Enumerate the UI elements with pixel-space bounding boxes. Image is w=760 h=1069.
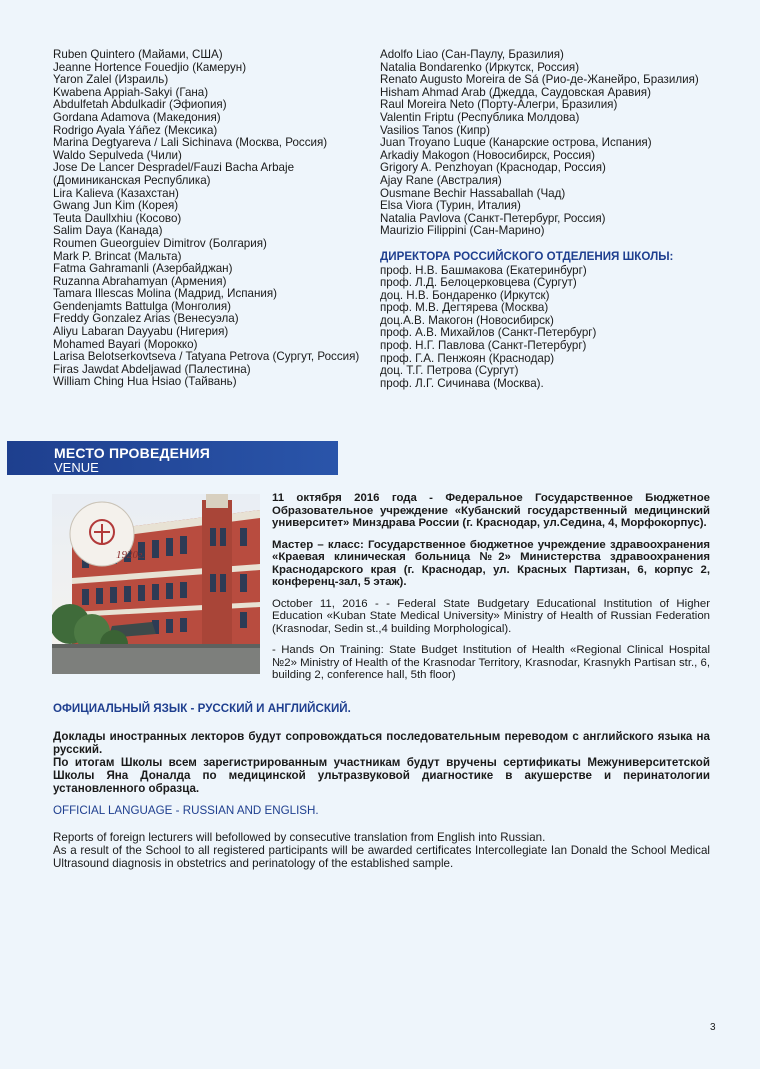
speaker-list-item: Kwabena Appiah-Sakyi (Гана) <box>53 85 209 99</box>
director-list-item: проф. М.В. Дегтярева (Москва) <box>380 301 549 315</box>
venue-paragraph-en-2: - Hands On Training: State Budget Institution of Health «Regional Clinical Hospital №2» Ministry of Health of the Krasnodar Territory, Krasnodar, Krasnykh Partisan str., 6, building 2, conference hall, 5th floor) <box>272 644 710 681</box>
director-list-item: проф. Г.А. Пенжоян (Краснодар) <box>380 351 555 365</box>
speakers-list-right <box>380 49 720 390</box>
speaker-list-item: Firas Jawdat Abdeljawad (Палестина) <box>53 362 251 376</box>
venue-title-ru: МЕСТО ПРОВЕДЕНИЯ <box>54 445 211 461</box>
director-list-item: доц.А.В. Макогон (Новосибирск) <box>380 313 554 327</box>
speaker-list-item: William Ching Hua Hsiao (Тайвань) <box>53 375 237 389</box>
director-list-item: проф. Л.Г. Сичинава (Москва). <box>380 376 544 390</box>
speakers-list-left <box>53 49 373 389</box>
speaker-list-item: Raul Moreira Neto (Порту-Алегри, Бразилия) <box>380 98 618 112</box>
speaker-list-item: Juan Troyano Luque (Канарские острова, Испания) <box>380 136 652 150</box>
speaker-list-item: Gwang Jun Kim (Корея) <box>53 199 179 213</box>
speaker-list-item: Ruben Quintero (Майами, США) <box>53 48 223 61</box>
language-section <box>53 702 710 870</box>
speaker-list-item: Renato Augusto Moreira de Sá (Рио-де-Жанейро, Бразилия) <box>380 73 699 87</box>
venue-paragraph-ru-1: 11 октября 2016 года - Федеральное Государственное Бюджетное Образовательное учреждение «Кубанский государственный медицинский университет» Минздрава России (г. Краснодар, ул.Седина, 4, Морфокорпус). <box>272 492 710 529</box>
language-paragraph-ru-2: По итогам Школы всем зарегистрированным участникам будут вручены сертификаты Межуниверситетской Школы Яна Доналда по медицинской ультразвуковой диагностике в акушерстве и перинатологии установленного образца. <box>53 756 710 795</box>
language-heading-ru: ОФИЦИАЛЬНЫЙ ЯЗЫК - РУССКИЙ И АНГЛИЙСКИЙ. <box>53 702 351 715</box>
speaker-list-item: Lira Kalieva (Казахстан) <box>53 186 179 200</box>
speaker-list-item: Marina Degtyareva / Lali Sichinava (Москва, Россия) <box>53 136 328 150</box>
speaker-list-item: Vasilios Tanos (Кипр) <box>380 123 490 137</box>
speaker-list-item: Salim Daya (Канада) <box>53 224 163 238</box>
speaker-list-item: Freddy Gonzalez Arias (Венесуэла) <box>53 312 239 326</box>
speaker-list-item: Mohamed Bayari (Морокко) <box>53 337 198 351</box>
speaker-list-item: Yaron Zalel (Израиль) <box>53 73 169 87</box>
speaker-list-item: Gendenjamts Battulga (Монголия) <box>53 299 231 313</box>
speaker-list-item: Natalia Bondarenko (Иркутск, Россия) <box>380 60 580 74</box>
speaker-list-item: Mark P. Brincat (Мальта) <box>53 249 182 263</box>
speaker-list-item: Abdulfetah Abdulkadir (Эфиопия) <box>53 98 227 112</box>
director-list-item: доц. Т.Г. Петрова (Сургут) <box>380 364 519 378</box>
speaker-list-item: Jeanne Hortence Fouedjio (Камерун) <box>53 60 247 74</box>
venue-header <box>7 441 338 475</box>
director-list-item: проф. Н.В. Башмакова (Екатеринбург) <box>380 263 587 277</box>
speaker-list-item: (Доминиканская Республика) <box>53 173 211 187</box>
director-list-item: проф. Л.Д. Белоцерковцева (Сургут) <box>380 276 577 290</box>
speaker-list-item: Ruzanna Abrahamyan (Армения) <box>53 274 227 288</box>
speaker-list-item: Waldo Sepulveda (Чили) <box>53 148 182 162</box>
venue-paragraph-en-1: October 11, 2016 - - Federal State Budgetary Educational Institution of Higher Education «Kuban State Medical University» Ministry of Health of Russian Federation (Krasnodar, Sedin st.,4 building Morphological). <box>272 597 710 635</box>
speaker-list-item: Natalia Pavlova (Санкт-Петербург, Россия) <box>380 211 606 225</box>
venue-paragraph-ru-2: Мастер – класс: Государственное бюджетное учреждение здравоохранения «Краевая клиническая больница №2» Министерства здравоохранения Краснодарского края (г. Краснодар, ул. Красных Партизан, 6, корпус 2, конференц-зал, 5 этаж). <box>272 538 710 588</box>
speaker-list-item: Rodrigo Ayala Yáñez (Мексика) <box>53 123 218 137</box>
speaker-list-item: Hisham Ahmad Arab (Джедда, Саудовская Аравия) <box>380 85 651 99</box>
language-heading-en: OFFICIAL LANGUAGE - RUSSIAN AND ENGLISH. <box>53 804 319 817</box>
speaker-list-item: Arkadiy Makogon (Новосибирск, Россия) <box>380 148 595 162</box>
director-list-item: проф. А.В. Михайлов (Санкт-Петербург) <box>380 326 597 340</box>
speaker-list-item: Adolfo Liao (Сан-Паулу, Бразилия) <box>380 48 564 61</box>
director-list-item: доц. Н.В. Бондаренко (Иркутск) <box>380 288 550 302</box>
speaker-list-item: Roumen Gueorguiev Dimitrov (Болгария) <box>53 236 267 250</box>
venue-description <box>272 492 710 691</box>
speaker-list-item: Ousmane Bechir Hassaballah (Чад) <box>380 186 566 200</box>
speaker-list-item: Larisa Belotserkovtseva / Tatyana Petrova (Сургут, Россия) <box>53 350 360 364</box>
building-illustration <box>52 494 260 674</box>
speaker-list-item: Fatma Gahramanli (Азербайджан) <box>53 262 233 276</box>
speaker-list-item: Gordana Adamova (Македония) <box>53 110 221 124</box>
speaker-list-item: Elsa Viora (Турин, Италия) <box>380 199 521 213</box>
directors-heading: ДИРЕКТОРА РОССИЙСКОГО ОТДЕЛЕНИЯ ШКОЛЫ: <box>380 249 674 263</box>
speaker-list-item: Ajay Rane (Австралия) <box>380 173 502 187</box>
speaker-list-item: Maurizio Filippini (Сан-Марино) <box>380 224 545 238</box>
speaker-list-item: Grigory A. Penzhoyan (Краснодар, Россия) <box>380 161 606 175</box>
venue-title-en: VENUE <box>54 460 99 475</box>
language-paragraph-en-2: As a result of the School to all registered participants will be awarded certificates Intercollegiate Ian Donald the School Medical Ultrasound diagnosis in obstetrics and perinatology of the established sample. <box>53 844 710 870</box>
speaker-list-item: Tamara Illescas Molina (Мадрид, Испания) <box>53 287 277 301</box>
speaker-list-item: Aliyu Labaran Dayyabu (Нигерия) <box>53 325 229 339</box>
director-list-item: проф. Н.Г. Павлова (Санкт-Петербург) <box>380 339 587 353</box>
page-number: 3 <box>710 1022 716 1033</box>
speaker-list-item: Jose De Lancer Despradel/Fauzi Bacha Arbaje <box>53 161 295 175</box>
speaker-list-item: Teuta Daullxhiu (Косово) <box>53 211 182 225</box>
language-paragraph-en-1: Reports of foreign lecturers will befollowed by consecutive translation from English into Russian. <box>53 831 546 844</box>
university-building-photo <box>52 494 260 674</box>
speaker-list-item: Valentin Friptu (Республика Молдова) <box>380 110 580 124</box>
language-paragraph-ru-1: Доклады иностранных лекторов будут сопровождаться последовательным переводом с английского языка на русский. <box>53 730 710 756</box>
photo-year-label: 1920г. <box>116 549 145 561</box>
